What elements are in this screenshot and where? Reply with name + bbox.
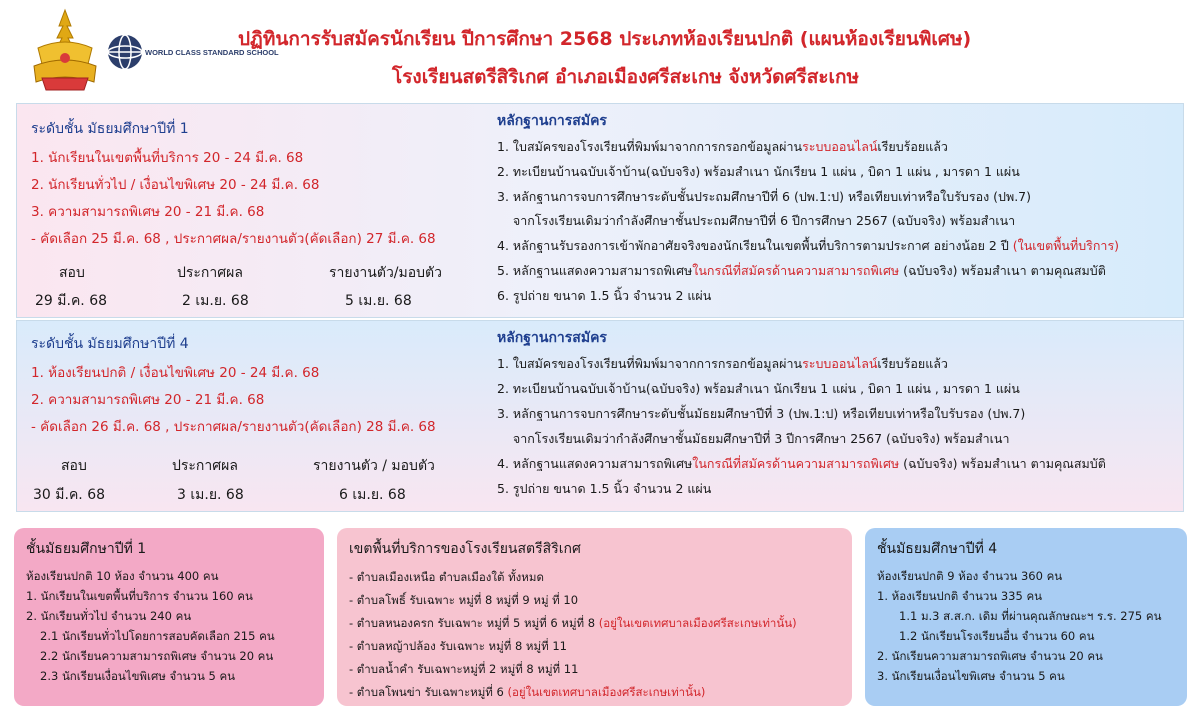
m1-report-label: รายงานตัว/มอบตัว: [329, 265, 442, 281]
m1-evidence-item: 3. หลักฐานการจบการศึกษาระดับชั้นประถมศึกษาปีที่ 6 (ปพ.1:ป) หรือเทียบเท่าหรือใบรับรอง (ปพ.7): [497, 189, 1032, 204]
m1-evidence-item: 5. หลักฐานแสดงความสามารถพิเศษในกรณีที่สมัครด้านความสามารถพิเศษ (ฉบับจริง) พร้อมสำเนา ตามคุณสมบัติ: [497, 263, 1106, 278]
m1-exam-date: 29 มี.ค. 68: [35, 293, 108, 309]
m4-quota-box: [865, 528, 1187, 706]
m4-quota-line: ห้องเรียนปกติ 9 ห้อง จำนวน 360 คน: [877, 569, 1063, 583]
m1-panel: [16, 103, 1184, 318]
m1-evidence-item: 6. รูปถ่าย ขนาด 1.5 นิ้ว จำนวน 2 แผ่น: [497, 288, 712, 303]
m1-announce-label: ประกาศผล: [177, 265, 243, 281]
m4-panel: [16, 320, 1184, 512]
m4-evidence-item: จากโรงเรียนเดิมว่ากำลังศึกษาชั้นมัธยมศึกษาปีที่ 3 ปีการศึกษา 2567 (ฉบับจริง) พร้อมสำเนา: [497, 431, 1010, 446]
school-crest-icon: [30, 8, 100, 94]
m4-quota-line: 1.2 นักเรียนโรงเรียนอื่น จำนวน 60 คน: [899, 629, 1095, 643]
m1-quota-box: [14, 528, 324, 706]
m4-announce-date: 3 เม.ย. 68: [177, 487, 244, 503]
m4-item: 2. ความสามารถพิเศษ 20 - 21 มี.ค. 68: [31, 392, 265, 408]
m4-title: ระดับชั้น มัธยมศึกษาปีที่ 4: [31, 336, 189, 352]
service-area-box: [337, 528, 852, 706]
m1-evidence-item: 4. หลักฐานรับรองการเข้าพักอาศัยจริงของนักเรียนในเขตพื้นที่บริการตามประกาศ อย่างน้อย 2 ปี (ในเขตพื้นที่บริการ): [497, 238, 1120, 253]
service-area-line: - ตำบลน้ำคำ รับเฉพาะหมู่ที่ 2 หมู่ที่ 8 หมู่ที่ 11: [349, 662, 579, 676]
service-area-line: - ตำบลหญ้าปล้อง รับเฉพาะ หมู่ที่ 8 หมู่ที่ 11: [349, 639, 567, 653]
m1-quota-line: 2.2 นักเรียนความสามารถพิเศษ จำนวน 20 คน: [40, 649, 274, 663]
m4-evidence-item: 5. รูปถ่าย ขนาด 1.5 นิ้ว จำนวน 2 แผ่น: [497, 481, 712, 496]
m4-report-label: รายงานตัว / มอบตัว: [313, 458, 435, 474]
m4-exam-label: สอบ: [61, 458, 87, 474]
m1-quota-line: 2.3 นักเรียนเงื่อนไขพิเศษ จำนวน 5 คน: [40, 669, 236, 683]
m1-quota-line: ห้องเรียนปกติ 10 ห้อง จำนวน 400 คน: [26, 569, 219, 583]
page-title: ปฏิทินการรับสมัครนักเรียน ปีการศึกษา 2568 ประเภทห้องเรียนปกติ (แผนห้องเรียนพิเศษ): [238, 28, 972, 50]
m4-evidence-item: 3. หลักฐานการจบการศึกษาระดับชั้นมัธยมศึกษาปีที่ 3 (ปพ.1:ป) หรือเทียบเท่าหรือใบรับรอง (ปพ.7): [497, 406, 1026, 421]
m4-report-date: 6 เม.ย. 68: [339, 487, 406, 503]
m4-exam-date: 30 มี.ค. 68: [33, 487, 106, 503]
m1-exam-label: สอบ: [59, 265, 85, 281]
m1-evidence-item: 1. ใบสมัครของโรงเรียนที่พิมพ์มาจากการกรอกข้อมูลผ่านระบบออนไลน์เรียบร้อยแล้ว: [497, 139, 948, 154]
m4-evidence-item: 1. ใบสมัครของโรงเรียนที่พิมพ์มาจากการกรอกข้อมูลผ่านระบบออนไลน์เรียบร้อยแล้ว: [497, 356, 948, 371]
m4-evidence-item: 4. หลักฐานแสดงความสามารถพิเศษในกรณีที่สมัครด้านความสามารถพิเศษ (ฉบับจริง) พร้อมสำเนา ตามคุณสมบัติ: [497, 456, 1106, 471]
m1-item: - คัดเลือก 25 มี.ค. 68 , ประกาศผล/รายงานตัว(คัดเลือก) 27 มี.ค. 68: [31, 231, 436, 247]
m1-announce-date: 2 เม.ย. 68: [182, 293, 249, 309]
service-area-line: - ตำบลเมืองเหนือ ตำบลเมืองใต้ ทั้งหมด: [349, 570, 544, 584]
m4-announce-label: ประกาศผล: [172, 458, 238, 474]
m1-evidence-item: จากโรงเรียนเดิมว่ากำลังศึกษาชั้นประถมศึกษาปีที่ 6 ปีการศึกษา 2567 (ฉบับจริง) พร้อมสำเนา: [497, 213, 1016, 228]
m4-quota-line: 1.1 ม.3 ส.ส.ก. เดิม ที่ผ่านคุณลักษณะฯ ร.ร. 275 คน: [899, 609, 1162, 623]
m4-item: - คัดเลือก 26 มี.ค. 68 , ประกาศผล/รายงานตัว(คัดเลือก) 28 มี.ค. 68: [31, 419, 436, 435]
m1-report-date: 5 เม.ย. 68: [345, 293, 412, 309]
service-area-line: - ตำบลโพนข่า รับเฉพาะหมู่ที่ 6 (อยู่ในเขตเทศบาลเมืองศรีสะเกษเท่านั้น): [349, 685, 706, 699]
m1-item: 3. ความสามารถพิเศษ 20 - 21 มี.ค. 68: [31, 204, 265, 220]
m4-evidence-item: 2. ทะเบียนบ้านฉบับเจ้าบ้าน(ฉบับจริง) พร้อมสำเนา นักเรียน 1 แผ่น , บิดา 1 แผ่น , มารดา 1 แผ่น: [497, 381, 1020, 396]
page-header: [0, 0, 1200, 100]
service-area-line: - ตำบลโพธิ์ รับเฉพาะ หมู่ที่ 8 หมู่ที่ 9 หมู่ ที่ 10: [349, 593, 579, 607]
m1-evidence-title: หลักฐานการสมัคร: [497, 113, 607, 129]
m1-title: ระดับชั้น มัธยมศึกษาปีที่ 1: [31, 121, 189, 137]
m4-quota-line: 1. ห้องเรียนปกติ จำนวน 335 คน: [877, 589, 1043, 603]
m4-item: 1. ห้องเรียนปกติ / เงื่อนไขพิเศษ 20 - 24 มี.ค. 68: [31, 365, 320, 381]
school-name: โรงเรียนสตรีสิริเกศ อำเภอเมืองศรีสะเกษ จังหวัดศรีสะเกษ: [392, 66, 860, 88]
m1-quota-line: 1. นักเรียนในเขตพื้นที่บริการ จำนวน 160 คน: [26, 589, 253, 603]
m1-quota-line: 2. นักเรียนทั่วไป จำนวน 240 คน: [26, 609, 192, 623]
m4-quota-line: 2. นักเรียนความสามารถพิเศษ จำนวน 20 คน: [877, 649, 1103, 663]
m1-evidence-item: 2. ทะเบียนบ้านฉบับเจ้าบ้าน(ฉบับจริง) พร้อมสำเนา นักเรียน 1 แผ่น , บิดา 1 แผ่น , มารดา 1 แผ่น: [497, 164, 1020, 179]
m1-quota-title: ชั้นมัธยมศึกษาปีที่ 1: [26, 541, 147, 557]
m1-item: 2. นักเรียนทั่วไป / เงื่อนไขพิเศษ 20 - 24 มี.ค. 68: [31, 177, 320, 193]
m4-evidence-title: หลักฐานการสมัคร: [497, 330, 607, 346]
world-class-standard-school-logo: [105, 28, 279, 76]
m4-quota-title: ชั้นมัธยมศึกษาปีที่ 4: [877, 541, 998, 557]
m1-item: 1. นักเรียนในเขตพื้นที่บริการ 20 - 24 มี.ค. 68: [31, 150, 304, 166]
m4-quota-line: 3. นักเรียนเงื่อนไขพิเศษ จำนวน 5 คน: [877, 669, 1065, 683]
service-area-line: - ตำบลหนองครก รับเฉพาะ หมู่ที่ 5 หมู่ที่ 6 หมู่ที่ 8 (อยู่ในเขตเทศบาลเมืองศรีสะเกษเท่านั้น): [349, 616, 797, 630]
ws-logo-text: WORLD CLASS STANDARD SCHOOL: [145, 48, 279, 57]
m1-quota-line: 2.1 นักเรียนทั่วไปโดยการสอบคัดเลือก 215 คน: [40, 629, 275, 643]
service-area-title: เขตพื้นที่บริการของโรงเรียนสตรีสิริเกศ: [349, 541, 581, 557]
